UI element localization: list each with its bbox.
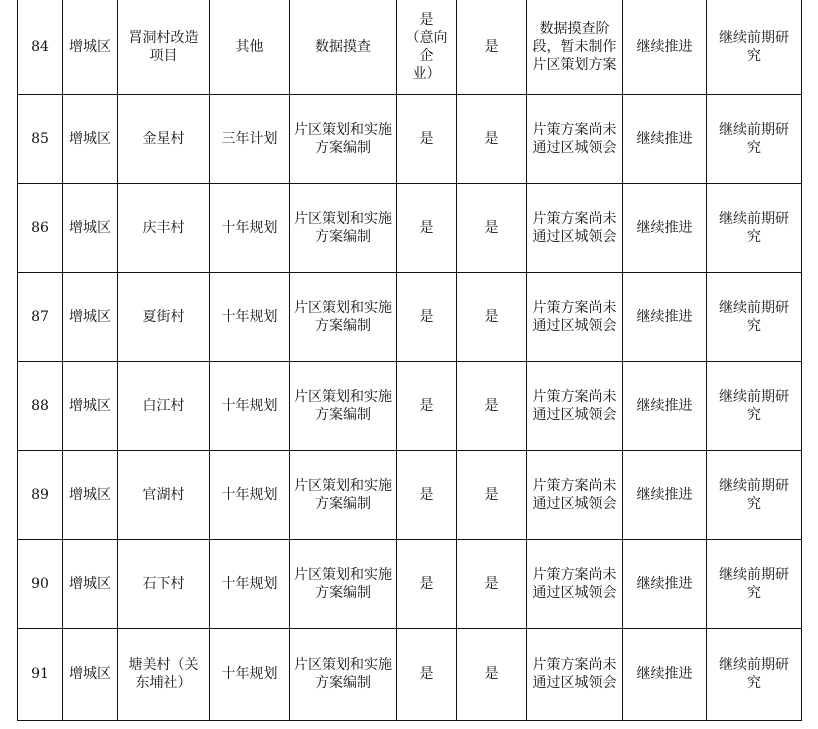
status-yes-cell-text: 是: [484, 666, 499, 682]
district-cell-text: 增城区: [69, 308, 111, 325]
status-yes-cell-text: 是: [419, 575, 434, 592]
plan-type-cell-text: 十年规划: [221, 308, 278, 325]
work-stage-cell-text: 片区策划和实施 方案编制: [294, 657, 392, 691]
district-cell-text: 增城区: [69, 130, 111, 147]
follow-up-cell: [707, 272, 802, 361]
project-name-cell-text: 白江村: [142, 397, 185, 414]
next-step-cell: [623, 361, 707, 450]
status-yes-cell-text: 是: [484, 397, 499, 414]
status-yes-cell-text: 是 （意向企 业）: [405, 11, 448, 82]
district-cell: [63, 361, 118, 450]
progress-note-cell-text: 片策方案尚未 通过区城领会: [532, 566, 617, 601]
status-yes-cell: [457, 361, 527, 450]
follow-up-cell: [707, 450, 802, 539]
next-step-cell: [623, 94, 707, 183]
row-number-cell: [18, 539, 63, 628]
work-stage-cell: [290, 450, 397, 539]
work-stage-cell-text: 片区策划和实施 方案编制: [294, 477, 392, 512]
row-number-cell-text: 85: [31, 130, 49, 147]
row-number-cell-text: 87: [31, 308, 49, 325]
table-row: [18, 361, 802, 450]
next-step-cell: [623, 539, 707, 628]
status-yes-cell-text: 是: [419, 308, 434, 325]
status-yes-cell: [397, 628, 457, 720]
status-yes-cell-text: 是: [484, 130, 499, 147]
status-yes-cell: [397, 361, 457, 450]
plan-type-cell: [210, 272, 290, 361]
district-cell-text: 增城区: [69, 575, 111, 592]
table-row: [18, 272, 802, 361]
row-number-cell-text: 90: [31, 575, 49, 592]
work-stage-cell: [290, 361, 397, 450]
follow-up-cell: [707, 628, 802, 720]
district-cell: [63, 272, 118, 361]
project-name-cell-text: 罥洞村改造 项目: [128, 29, 199, 64]
follow-up-cell-text: 继续前期研 究: [719, 210, 789, 245]
follow-up-cell: [707, 94, 802, 183]
district-cell-text: 增城区: [69, 666, 111, 682]
plan-type-cell: [210, 183, 290, 272]
row-number-cell-text: 84: [31, 38, 49, 55]
district-cell-text: 增城区: [69, 397, 111, 414]
project-name-cell-text: 塘美村（关 东埔社）: [128, 657, 199, 691]
status-yes-cell: [397, 0, 457, 94]
status-yes-cell-text: 是: [419, 486, 434, 503]
work-stage-cell-text: 数据摸查: [315, 38, 371, 55]
district-cell: [63, 450, 118, 539]
table-row: [18, 539, 802, 628]
status-yes-cell-text: 是: [484, 308, 499, 325]
work-stage-cell-text: 片区策划和实施 方案编制: [294, 388, 392, 423]
next-step-cell: [623, 628, 707, 720]
progress-note-cell: [527, 628, 623, 720]
next-step-cell-text: 继续推进: [636, 666, 693, 682]
status-yes-cell-text: 是: [419, 130, 434, 147]
district-cell: [63, 94, 118, 183]
next-step-cell-text: 继续推进: [636, 38, 693, 55]
row-number-cell-text: 88: [31, 397, 49, 414]
plan-type-cell-text: 十年规划: [221, 486, 278, 503]
follow-up-cell-text: 继续前期研 究: [719, 388, 789, 423]
next-step-cell: [623, 272, 707, 361]
plan-type-cell-text: 十年规划: [221, 575, 278, 592]
work-stage-cell-text: 片区策划和实施 方案编制: [294, 121, 392, 156]
work-stage-cell-text: 片区策划和实施 方案编制: [294, 299, 392, 334]
follow-up-cell: [707, 0, 802, 94]
status-yes-cell-text: 是: [484, 486, 499, 503]
status-yes-cell: [457, 272, 527, 361]
row-number-cell: [18, 0, 63, 94]
project-name-cell: [118, 539, 210, 628]
status-yes-cell: [457, 94, 527, 183]
work-stage-cell: [290, 0, 397, 94]
status-yes-cell-text: 是: [484, 38, 499, 55]
row-number-cell-text: 89: [31, 486, 49, 503]
plan-type-cell: [210, 628, 290, 720]
work-stage-cell: [290, 183, 397, 272]
district-cell-text: 增城区: [69, 486, 111, 503]
project-name-cell-text: 庆丰村: [142, 219, 185, 236]
follow-up-cell: [707, 183, 802, 272]
status-yes-cell: [397, 450, 457, 539]
row-number-cell-text: 86: [31, 219, 49, 236]
plan-type-cell: [210, 450, 290, 539]
work-stage-cell-text: 片区策划和实施 方案编制: [294, 566, 392, 601]
next-step-cell: [623, 450, 707, 539]
follow-up-cell-text: 继续前期研 究: [719, 657, 789, 691]
progress-note-cell-text: 数据摸查阶 段，暂未制作 片区策划方案: [532, 20, 617, 73]
plan-type-cell: [210, 361, 290, 450]
next-step-cell: [623, 183, 707, 272]
follow-up-cell-text: 继续前期研 究: [719, 566, 789, 601]
progress-note-cell: [527, 183, 623, 272]
status-yes-cell: [397, 272, 457, 361]
follow-up-cell: [707, 361, 802, 450]
status-yes-cell-text: 是: [419, 219, 434, 236]
project-name-cell-text: 夏街村: [142, 308, 185, 325]
plan-type-cell-text: 三年计划: [221, 130, 278, 147]
row-number-cell: [18, 450, 63, 539]
progress-note-cell-text: 片策方案尚未 通过区城领会: [532, 477, 617, 512]
row-number-cell: [18, 361, 63, 450]
follow-up-cell: [707, 539, 802, 628]
work-stage-cell: [290, 94, 397, 183]
district-cell-text: 增城区: [69, 38, 111, 55]
work-stage-cell: [290, 628, 397, 720]
work-stage-cell: [290, 272, 397, 361]
project-name-cell: [118, 94, 210, 183]
status-yes-cell: [457, 183, 527, 272]
district-cell-text: 增城区: [69, 219, 111, 236]
status-yes-cell: [397, 539, 457, 628]
status-yes-cell-text: 是: [484, 575, 499, 592]
table-row: [18, 0, 802, 94]
status-yes-cell: [397, 94, 457, 183]
progress-note-cell-text: 片策方案尚未 通过区城领会: [532, 121, 617, 156]
row-number-cell: [18, 272, 63, 361]
progress-note-cell-text: 片策方案尚未 通过区城领会: [532, 210, 617, 245]
status-yes-cell-text: 是: [419, 666, 434, 682]
progress-note-cell-text: 片策方案尚未 通过区城领会: [532, 657, 617, 691]
work-stage-cell-text: 片区策划和实施 方案编制: [294, 210, 392, 245]
next-step-cell-text: 继续推进: [636, 397, 693, 414]
district-cell: [63, 183, 118, 272]
progress-note-cell: [527, 0, 623, 94]
status-yes-cell: [457, 450, 527, 539]
plan-type-cell: [210, 0, 290, 94]
progress-note-cell: [527, 94, 623, 183]
status-yes-cell: [457, 628, 527, 720]
plan-type-cell: [210, 94, 290, 183]
project-name-cell: [118, 272, 210, 361]
progress-note-cell: [527, 361, 623, 450]
progress-note-cell-text: 片策方案尚未 通过区城领会: [532, 299, 617, 334]
next-step-cell-text: 继续推进: [636, 308, 693, 325]
table-row: [18, 450, 802, 539]
progress-note-cell: [527, 450, 623, 539]
follow-up-cell-text: 继续前期研 究: [719, 299, 789, 334]
plan-type-cell-text: 其他: [235, 38, 264, 55]
next-step-cell: [623, 0, 707, 94]
project-name-cell: [118, 0, 210, 94]
row-number-cell: [18, 183, 63, 272]
plan-type-cell-text: 十年规划: [221, 219, 278, 236]
project-name-cell: [118, 361, 210, 450]
next-step-cell-text: 继续推进: [636, 575, 693, 592]
project-name-cell-text: 金星村: [142, 130, 185, 147]
follow-up-cell-text: 继续前期研 究: [719, 29, 789, 64]
progress-note-cell-text: 片策方案尚未 通过区城领会: [532, 388, 617, 423]
status-yes-cell: [457, 0, 527, 94]
project-name-cell: [118, 450, 210, 539]
next-step-cell-text: 继续推进: [636, 486, 693, 503]
project-name-cell-text: 石下村: [142, 575, 185, 592]
row-number-cell: [18, 94, 63, 183]
project-table: [17, 0, 802, 721]
table-body: [18, 0, 802, 720]
plan-type-cell-text: 十年规划: [221, 666, 278, 682]
table-row: [18, 94, 802, 183]
table-row: [18, 183, 802, 272]
progress-note-cell: [527, 539, 623, 628]
row-number-cell-text: 91: [31, 666, 49, 682]
status-yes-cell: [457, 539, 527, 628]
district-cell: [63, 539, 118, 628]
plan-type-cell: [210, 539, 290, 628]
follow-up-cell-text: 继续前期研 究: [719, 477, 789, 512]
row-number-cell: [18, 628, 63, 720]
status-yes-cell-text: 是: [484, 219, 499, 236]
progress-note-cell: [527, 272, 623, 361]
project-name-cell: [118, 628, 210, 720]
district-cell: [63, 0, 118, 94]
next-step-cell-text: 继续推进: [636, 219, 693, 236]
status-yes-cell: [397, 183, 457, 272]
table-row: [18, 628, 802, 720]
next-step-cell-text: 继续推进: [636, 130, 693, 147]
work-stage-cell: [290, 539, 397, 628]
follow-up-cell-text: 继续前期研 究: [719, 121, 789, 156]
plan-type-cell-text: 十年规划: [221, 397, 278, 414]
project-name-cell-text: 官湖村: [142, 486, 185, 503]
project-name-cell: [118, 183, 210, 272]
district-cell: [63, 628, 118, 720]
status-yes-cell-text: 是: [419, 397, 434, 414]
